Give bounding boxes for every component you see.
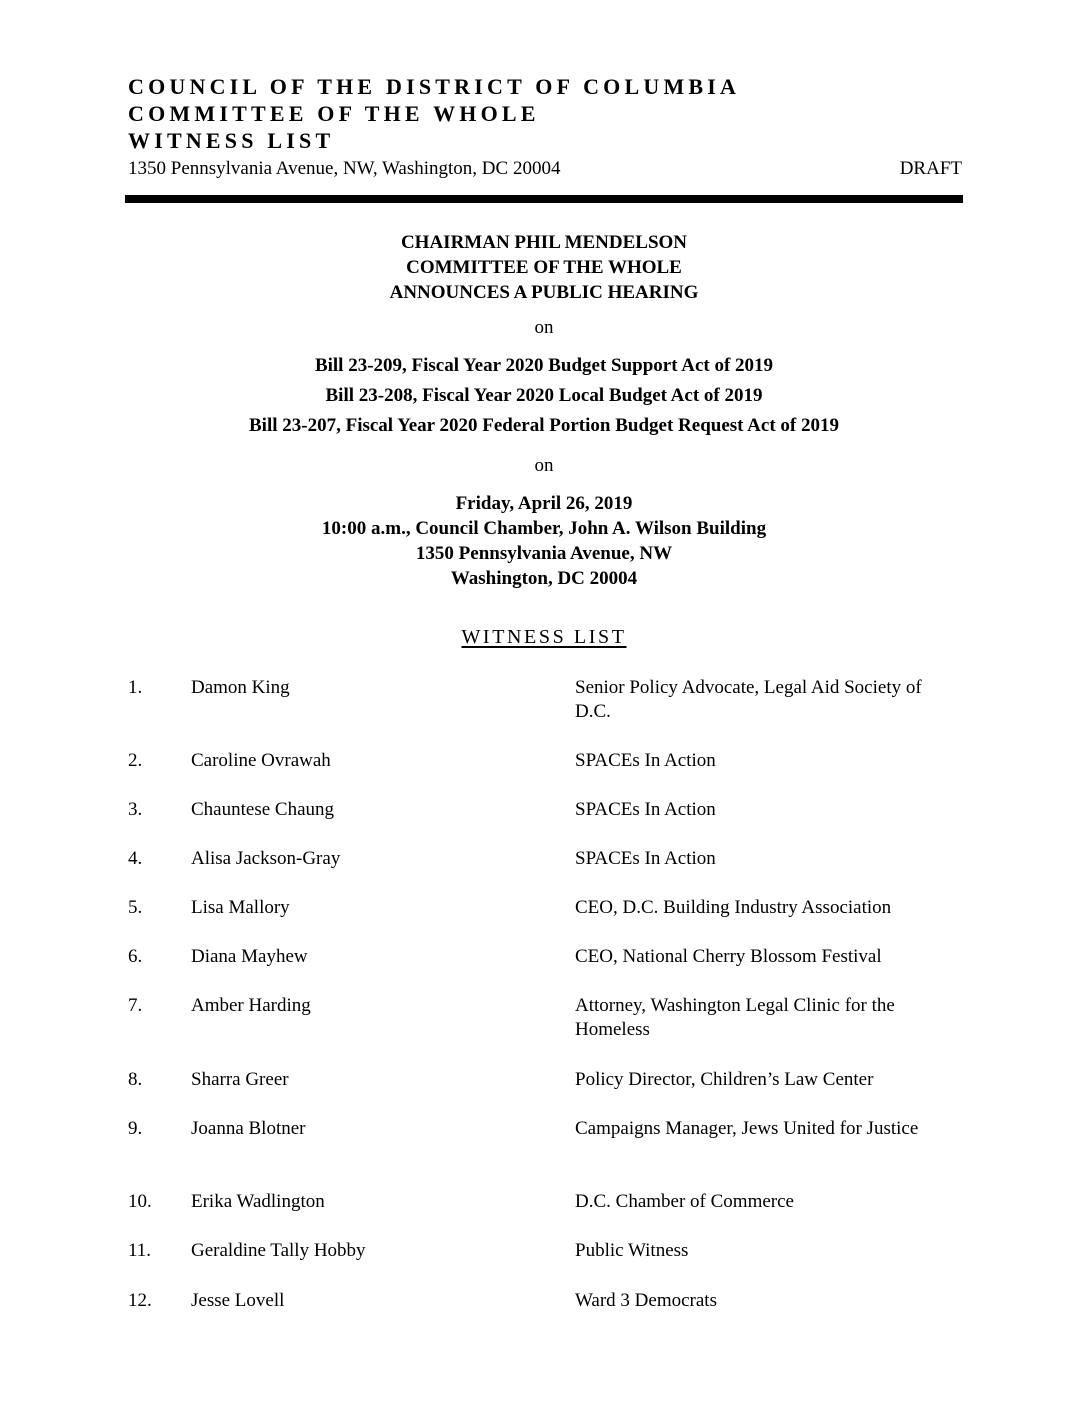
witness-affiliation: Public Witness	[575, 1240, 689, 1261]
witness-number: 3.	[128, 799, 143, 820]
witness-number: 9.	[128, 1118, 143, 1139]
witness-number: 4.	[128, 848, 143, 869]
witness-name: Caroline Ovrawah	[191, 750, 331, 771]
announcement-line: CHAIRMAN PHIL MENDELSON	[400, 232, 688, 253]
announcement-line: ANNOUNCES A PUBLIC HEARING	[389, 282, 699, 303]
witness-name: Lisa Mallory	[191, 897, 290, 918]
witness-number: 7.	[128, 995, 143, 1016]
witness-name: Alisa Jackson-Gray	[191, 848, 341, 869]
witness-number: 2.	[128, 750, 143, 771]
witness-name: Sharra Greer	[191, 1069, 289, 1090]
witness-affiliation: Policy Director, Children’s Law Center	[575, 1069, 874, 1090]
on-label: on	[534, 317, 554, 338]
council-title: COUNCIL OF THE DISTRICT OF COLUMBIA	[128, 74, 741, 99]
draft-label: DRAFT	[899, 158, 962, 179]
witness-name: Joanna Blotner	[191, 1118, 306, 1139]
committee-title: COMMITTEE OF THE WHOLE	[128, 101, 540, 126]
council-address: 1350 Pennsylvania Avenue, NW, Washington, DC 20004	[128, 158, 561, 179]
witness-affiliation: Ward 3 Democrats	[575, 1290, 717, 1311]
bill-title: Bill 23-207, Fiscal Year 2020 Federal Portion Budget Request Act of 2019	[249, 415, 839, 436]
witness-name: Jesse Lovell	[191, 1290, 285, 1311]
witness-number: 1.	[128, 677, 143, 698]
hearing-date: Friday, April 26, 2019	[455, 493, 633, 514]
witness-name: Damon King	[191, 677, 290, 698]
witness-affiliation: SPACEs In Action	[575, 799, 716, 820]
hearing-street: 1350 Pennsylvania Avenue, NW	[415, 543, 673, 564]
witness-affiliation: Campaigns Manager, Jews United for Justice	[575, 1118, 919, 1139]
witness-name: Erika Wadlington	[191, 1191, 325, 1212]
witness-affiliation: SPACEs In Action	[575, 750, 716, 771]
witness-affiliation: CEO, D.C. Building Industry Association	[575, 897, 892, 918]
witness-number: 6.	[128, 946, 143, 967]
witness-name: Amber Harding	[191, 995, 311, 1016]
announcement-line: COMMITTEE OF THE WHOLE	[406, 257, 682, 278]
witness-number: 10.	[128, 1191, 152, 1212]
witness-affiliation: D.C. Chamber of Commerce	[575, 1191, 794, 1212]
witness-affiliation: Senior Policy Advocate, Legal Aid Society of D.C.	[575, 677, 922, 722]
witness-number: 8.	[128, 1069, 143, 1090]
witness-number: 12.	[128, 1290, 152, 1311]
witness-affiliation: Attorney, Washington Legal Clinic for the Homeless	[575, 995, 895, 1040]
witness-affiliation: SPACEs In Action	[575, 848, 716, 869]
bill-title: Bill 23-209, Fiscal Year 2020 Budget Support Act of 2019	[314, 355, 774, 376]
hearing-time-place: 10:00 a.m., Council Chamber, John A. Wilson Building	[321, 518, 767, 539]
witness-number: 5.	[128, 897, 143, 918]
witness-affiliation: CEO, National Cherry Blossom Festival	[575, 946, 882, 967]
bill-title: Bill 23-208, Fiscal Year 2020 Local Budget Act of 2019	[325, 385, 763, 406]
witness-list-title: WITNESS LIST	[461, 626, 627, 648]
witness-name: Diana Mayhew	[191, 946, 308, 967]
witness-name: Geraldine Tally Hobby	[191, 1240, 366, 1261]
on-label: on	[534, 455, 554, 476]
witness-number: 11.	[128, 1240, 152, 1261]
witness-name: Chauntese Chaung	[191, 799, 335, 820]
hearing-city: Washington, DC 20004	[450, 568, 638, 589]
document-title: WITNESS LIST	[128, 128, 335, 153]
